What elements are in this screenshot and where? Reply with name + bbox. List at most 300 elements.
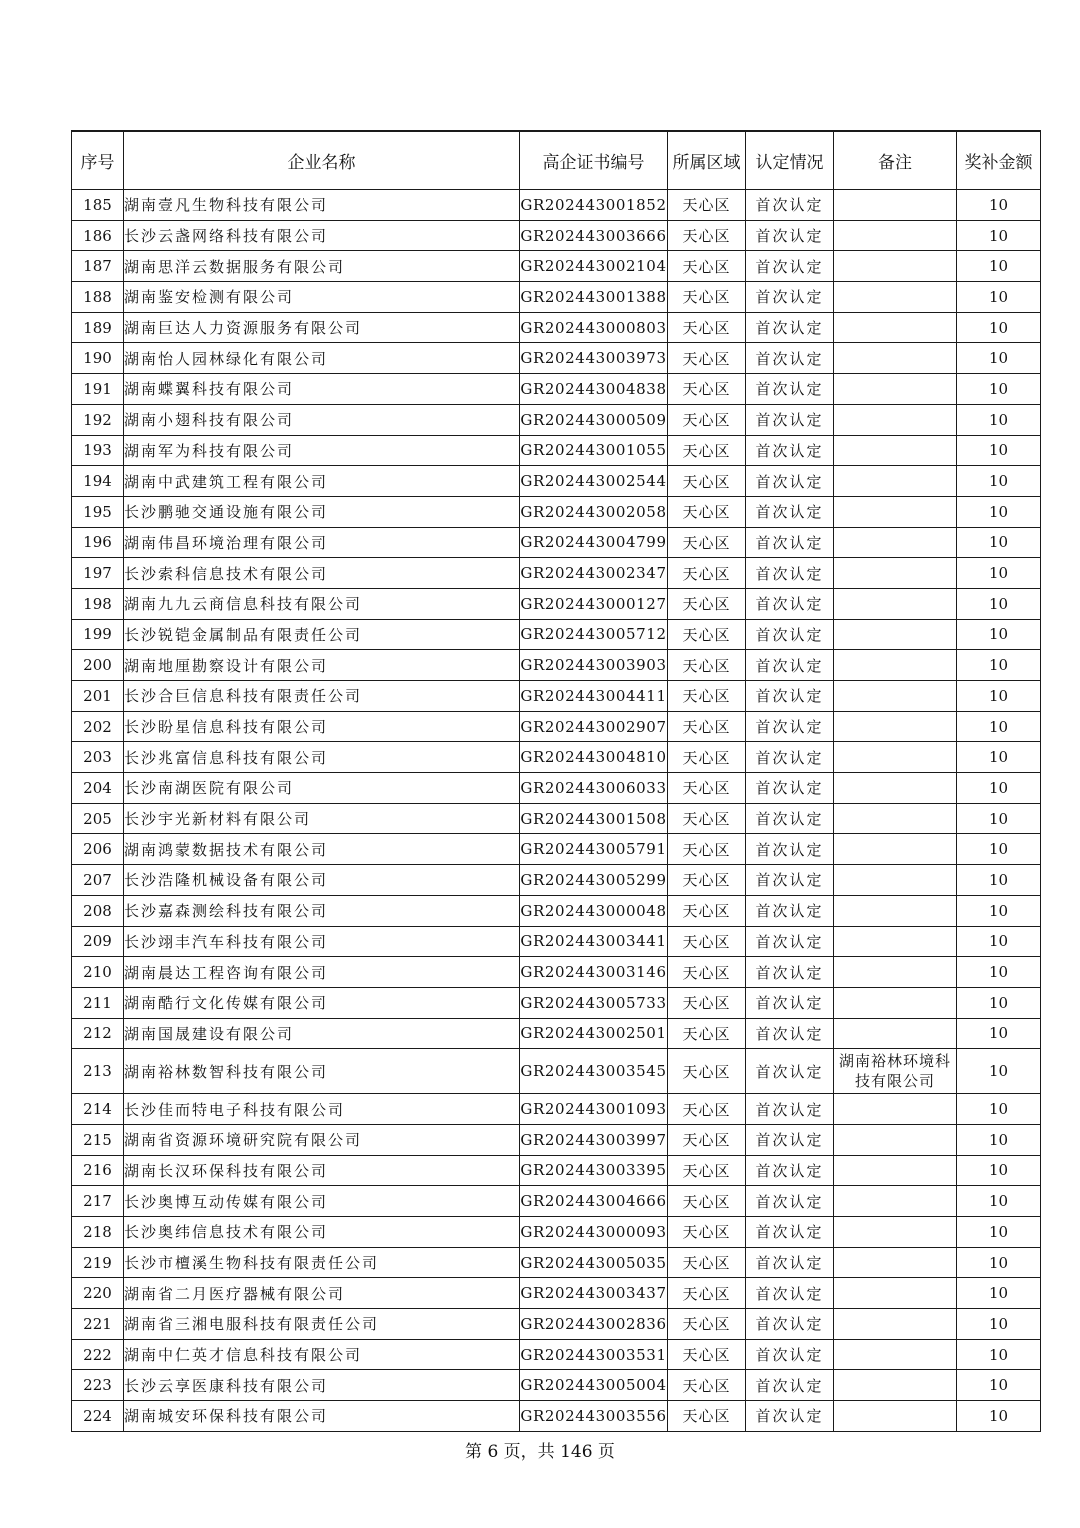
- region-cell: 天心区: [668, 742, 746, 773]
- remark-cell: [834, 1339, 957, 1370]
- award-amount-cell: 10: [957, 1309, 1041, 1340]
- region-cell: 天心区: [668, 282, 746, 313]
- certification-status-cell: 首次认定: [746, 681, 834, 712]
- certification-status-cell: 首次认定: [746, 895, 834, 926]
- award-amount-cell: 10: [957, 466, 1041, 497]
- region-cell: 天心区: [668, 527, 746, 558]
- company-name-cell: 长沙兆富信息科技有限公司: [124, 742, 520, 773]
- company-name-cell: 长沙佳而特电子科技有限公司: [124, 1094, 520, 1125]
- region-cell: 天心区: [668, 466, 746, 497]
- certificate-number-cell: GR202443003666: [520, 220, 668, 251]
- certificate-number-cell: GR202443004411: [520, 681, 668, 712]
- table-row: [72, 404, 1041, 435]
- serial-cell: 209: [72, 926, 124, 957]
- serial-cell: 218: [72, 1217, 124, 1248]
- table-row: [72, 742, 1041, 773]
- company-name-cell: 湖南长汉环保科技有限公司: [124, 1155, 520, 1186]
- company-name-cell: 湖南城安环保科技有限公司: [124, 1401, 520, 1432]
- certification-status-cell: 首次认定: [746, 190, 834, 221]
- table-row: [72, 773, 1041, 804]
- table-row: [72, 527, 1041, 558]
- certificate-number-cell: GR202443001093: [520, 1094, 668, 1125]
- award-amount-cell: 10: [957, 1370, 1041, 1401]
- serial-cell: 186: [72, 220, 124, 251]
- table-row: [72, 1309, 1041, 1340]
- certification-status-cell: 首次认定: [746, 1018, 834, 1049]
- award-amount-cell: 10: [957, 251, 1041, 282]
- page-number: 第 6 页，共 146 页: [465, 1442, 615, 1462]
- certificate-number-cell: GR202443004810: [520, 742, 668, 773]
- certification-status-cell: 首次认定: [746, 926, 834, 957]
- header-region: 所属区域: [668, 131, 746, 190]
- certification-status-cell: 首次认定: [746, 1370, 834, 1401]
- region-cell: 天心区: [668, 987, 746, 1018]
- region-cell: 天心区: [668, 1155, 746, 1186]
- table-row: [72, 803, 1041, 834]
- region-cell: 天心区: [668, 435, 746, 466]
- serial-cell: 203: [72, 742, 124, 773]
- certificate-number-cell: GR202443004799: [520, 527, 668, 558]
- certification-status-cell: 首次认定: [746, 1186, 834, 1217]
- certification-status-cell: 首次认定: [746, 1401, 834, 1432]
- company-name-cell: 长沙宇光新材料有限公司: [124, 803, 520, 834]
- serial-cell: 210: [72, 957, 124, 988]
- award-amount-cell: 10: [957, 711, 1041, 742]
- certificate-number-cell: GR202443005004: [520, 1370, 668, 1401]
- region-cell: 天心区: [668, 1018, 746, 1049]
- remark-cell: [834, 957, 957, 988]
- remark-cell: [834, 1278, 957, 1309]
- certificate-number-cell: GR202443003437: [520, 1278, 668, 1309]
- serial-cell: 201: [72, 681, 124, 712]
- certification-status-cell: 首次认定: [746, 957, 834, 988]
- company-name-cell: 长沙市檀溪生物科技有限责任公司: [124, 1247, 520, 1278]
- certificate-number-cell: GR202443006033: [520, 773, 668, 804]
- table-row: [72, 1124, 1041, 1155]
- region-cell: 天心区: [668, 1278, 746, 1309]
- table-row: [72, 926, 1041, 957]
- serial-cell: 207: [72, 865, 124, 896]
- serial-cell: 215: [72, 1124, 124, 1155]
- company-name-cell: 长沙合巨信息科技有限责任公司: [124, 681, 520, 712]
- region-cell: 天心区: [668, 1186, 746, 1217]
- remark-cell: [834, 865, 957, 896]
- table-row: [72, 1247, 1041, 1278]
- certificate-number-cell: GR202443005035: [520, 1247, 668, 1278]
- company-name-cell: 湖南壹凡生物科技有限公司: [124, 190, 520, 221]
- table-row: [72, 1049, 1041, 1094]
- remark-cell: [834, 404, 957, 435]
- remark-cell: [834, 588, 957, 619]
- remark-cell: [834, 711, 957, 742]
- certification-status-cell: 首次认定: [746, 1247, 834, 1278]
- certificate-number-cell: GR202443005712: [520, 619, 668, 650]
- company-name-cell: 长沙鹏驰交通设施有限公司: [124, 496, 520, 527]
- serial-cell: 212: [72, 1018, 124, 1049]
- certification-status-cell: 首次认定: [746, 404, 834, 435]
- certification-status-cell: 首次认定: [746, 987, 834, 1018]
- certificate-number-cell: GR202443002836: [520, 1309, 668, 1340]
- remark-cell: [834, 1094, 957, 1125]
- company-name-cell: 湖南鉴安检测有限公司: [124, 282, 520, 313]
- serial-cell: 197: [72, 558, 124, 589]
- region-cell: 天心区: [668, 803, 746, 834]
- award-amount-cell: 10: [957, 1217, 1041, 1248]
- certification-status-cell: 首次认定: [746, 619, 834, 650]
- header-award-amount: 奖补金额: [957, 131, 1041, 190]
- remark-cell: [834, 1217, 957, 1248]
- certification-status-cell: 首次认定: [746, 496, 834, 527]
- table-row: [72, 711, 1041, 742]
- remark-cell: [834, 312, 957, 343]
- certification-status-cell: 首次认定: [746, 711, 834, 742]
- award-amount-cell: 10: [957, 588, 1041, 619]
- table-row: [72, 435, 1041, 466]
- company-name-cell: 长沙翊丰汽车科技有限公司: [124, 926, 520, 957]
- remark-cell: [834, 251, 957, 282]
- company-name-cell: 长沙云享医康科技有限公司: [124, 1370, 520, 1401]
- company-name-cell: 湖南裕林数智科技有限公司: [124, 1049, 520, 1094]
- serial-cell: 200: [72, 650, 124, 681]
- certificate-number-cell: GR202443000093: [520, 1217, 668, 1248]
- certification-status-cell: 首次认定: [746, 343, 834, 374]
- remark-cell: [834, 527, 957, 558]
- serial-cell: 217: [72, 1186, 124, 1217]
- company-name-cell: 长沙浩隆机械设备有限公司: [124, 865, 520, 896]
- region-cell: 天心区: [668, 558, 746, 589]
- award-amount-cell: 10: [957, 1094, 1041, 1125]
- region-cell: 天心区: [668, 1401, 746, 1432]
- table-row: [72, 1217, 1041, 1248]
- header-serial-number: 序号: [72, 131, 124, 190]
- award-amount-cell: 10: [957, 1018, 1041, 1049]
- certificate-number-cell: GR202443003395: [520, 1155, 668, 1186]
- certificate-number-cell: GR202443005299: [520, 865, 668, 896]
- award-amount-cell: 10: [957, 987, 1041, 1018]
- certificate-number-cell: GR202443003903: [520, 650, 668, 681]
- remark-cell: [834, 466, 957, 497]
- certificate-number-cell: GR202443000803: [520, 312, 668, 343]
- header-certification-status: 认定情况: [746, 131, 834, 190]
- remark-cell: [834, 190, 957, 221]
- region-cell: 天心区: [668, 650, 746, 681]
- table-row: [72, 588, 1041, 619]
- certificate-number-cell: GR202443005733: [520, 987, 668, 1018]
- certificate-number-cell: GR202443002907: [520, 711, 668, 742]
- table-row: [72, 220, 1041, 251]
- certificate-number-cell: GR202443000048: [520, 895, 668, 926]
- remark-cell: [834, 742, 957, 773]
- serial-cell: 216: [72, 1155, 124, 1186]
- certification-status-cell: 首次认定: [746, 1309, 834, 1340]
- remark-cell: [834, 895, 957, 926]
- region-cell: 天心区: [668, 834, 746, 865]
- certification-status-cell: 首次认定: [746, 527, 834, 558]
- certificate-number-cell: GR202443003545: [520, 1049, 668, 1094]
- serial-cell: 202: [72, 711, 124, 742]
- region-cell: 天心区: [668, 773, 746, 804]
- header-remark: 备注: [834, 131, 957, 190]
- certificate-number-cell: GR202443003531: [520, 1339, 668, 1370]
- header-certificate-number: 高企证书编号: [520, 131, 668, 190]
- award-amount-cell: 10: [957, 1124, 1041, 1155]
- company-name-cell: 湖南巨达人力资源服务有限公司: [124, 312, 520, 343]
- table-row: [72, 1339, 1041, 1370]
- award-amount-cell: 10: [957, 834, 1041, 865]
- table-row: [72, 466, 1041, 497]
- remark-cell: [834, 558, 957, 589]
- table-row: [72, 1401, 1041, 1432]
- award-amount-cell: 10: [957, 374, 1041, 405]
- certificate-number-cell: GR202443002544: [520, 466, 668, 497]
- certificate-number-cell: GR202443004666: [520, 1186, 668, 1217]
- remark-cell: [834, 220, 957, 251]
- company-name-cell: 湖南省资源环境研究院有限公司: [124, 1124, 520, 1155]
- table-row: [72, 865, 1041, 896]
- award-amount-cell: 10: [957, 558, 1041, 589]
- company-name-cell: 长沙嘉森测绘科技有限公司: [124, 895, 520, 926]
- certificate-number-cell: GR202443002058: [520, 496, 668, 527]
- region-cell: 天心区: [668, 1309, 746, 1340]
- table-row: [72, 343, 1041, 374]
- remark-cell: [834, 435, 957, 466]
- certification-status-cell: 首次认定: [746, 803, 834, 834]
- remark-cell: [834, 1247, 957, 1278]
- region-cell: 天心区: [668, 496, 746, 527]
- remark-cell: [834, 926, 957, 957]
- serial-cell: 188: [72, 282, 124, 313]
- region-cell: 天心区: [668, 404, 746, 435]
- region-cell: 天心区: [668, 1124, 746, 1155]
- company-name-cell: 长沙奥博互动传媒有限公司: [124, 1186, 520, 1217]
- table-row: [72, 987, 1041, 1018]
- certification-status-cell: 首次认定: [746, 588, 834, 619]
- award-amount-cell: 10: [957, 312, 1041, 343]
- serial-cell: 222: [72, 1339, 124, 1370]
- company-name-cell: 湖南军为科技有限公司: [124, 435, 520, 466]
- enterprise-table: [71, 130, 1041, 1432]
- table-row: [72, 558, 1041, 589]
- remark-cell: [834, 681, 957, 712]
- table-row: [72, 895, 1041, 926]
- company-name-cell: 长沙奥纬信息技术有限公司: [124, 1217, 520, 1248]
- award-amount-cell: 10: [957, 1247, 1041, 1278]
- region-cell: 天心区: [668, 1339, 746, 1370]
- remark-cell: [834, 1309, 957, 1340]
- table-row: [72, 650, 1041, 681]
- award-amount-cell: 10: [957, 1155, 1041, 1186]
- certificate-number-cell: GR202443001055: [520, 435, 668, 466]
- serial-cell: 211: [72, 987, 124, 1018]
- award-amount-cell: 10: [957, 1401, 1041, 1432]
- header-company-name: 企业名称: [124, 131, 520, 190]
- certification-status-cell: 首次认定: [746, 282, 834, 313]
- certification-status-cell: 首次认定: [746, 773, 834, 804]
- certificate-number-cell: GR202443003973: [520, 343, 668, 374]
- region-cell: 天心区: [668, 711, 746, 742]
- company-name-cell: 湖南中武建筑工程有限公司: [124, 466, 520, 497]
- award-amount-cell: 10: [957, 895, 1041, 926]
- certification-status-cell: 首次认定: [746, 742, 834, 773]
- table-row: [72, 496, 1041, 527]
- certification-status-cell: 首次认定: [746, 1049, 834, 1094]
- award-amount-cell: 10: [957, 865, 1041, 896]
- serial-cell: 204: [72, 773, 124, 804]
- certification-status-cell: 首次认定: [746, 251, 834, 282]
- company-name-cell: 湖南省二月医疗器械有限公司: [124, 1278, 520, 1309]
- serial-cell: 196: [72, 527, 124, 558]
- serial-cell: 223: [72, 1370, 124, 1401]
- award-amount-cell: 10: [957, 957, 1041, 988]
- remark-cell: [834, 343, 957, 374]
- serial-cell: 224: [72, 1401, 124, 1432]
- serial-cell: 199: [72, 619, 124, 650]
- award-amount-cell: 10: [957, 1049, 1041, 1094]
- remark-cell: [834, 496, 957, 527]
- serial-cell: 219: [72, 1247, 124, 1278]
- award-amount-cell: 10: [957, 220, 1041, 251]
- serial-cell: 206: [72, 834, 124, 865]
- serial-cell: 190: [72, 343, 124, 374]
- certification-status-cell: 首次认定: [746, 1339, 834, 1370]
- table-row: [72, 619, 1041, 650]
- region-cell: 天心区: [668, 220, 746, 251]
- region-cell: 天心区: [668, 1247, 746, 1278]
- award-amount-cell: 10: [957, 282, 1041, 313]
- award-amount-cell: 10: [957, 742, 1041, 773]
- serial-cell: 208: [72, 895, 124, 926]
- table-row: [72, 1186, 1041, 1217]
- certification-status-cell: 首次认定: [746, 220, 834, 251]
- award-amount-cell: 10: [957, 435, 1041, 466]
- serial-cell: 205: [72, 803, 124, 834]
- region-cell: 天心区: [668, 619, 746, 650]
- certification-status-cell: 首次认定: [746, 374, 834, 405]
- certification-status-cell: 首次认定: [746, 834, 834, 865]
- remark-cell: [834, 1186, 957, 1217]
- company-name-cell: 湖南中仁英才信息科技有限公司: [124, 1339, 520, 1370]
- remark-cell: [834, 773, 957, 804]
- certificate-number-cell: GR202443003997: [520, 1124, 668, 1155]
- table-row: [72, 957, 1041, 988]
- region-cell: 天心区: [668, 374, 746, 405]
- remark-cell: [834, 1124, 957, 1155]
- award-amount-cell: 10: [957, 404, 1041, 435]
- table-row: [72, 834, 1041, 865]
- serial-cell: 213: [72, 1049, 124, 1094]
- remark-cell: [834, 803, 957, 834]
- company-name-cell: 长沙索科信息技术有限公司: [124, 558, 520, 589]
- certificate-number-cell: GR202443000509: [520, 404, 668, 435]
- remark-cell: [834, 374, 957, 405]
- company-name-cell: 湖南九九云商信息科技有限公司: [124, 588, 520, 619]
- certificate-number-cell: GR202443002347: [520, 558, 668, 589]
- serial-cell: 185: [72, 190, 124, 221]
- serial-cell: 192: [72, 404, 124, 435]
- region-cell: 天心区: [668, 926, 746, 957]
- serial-cell: 198: [72, 588, 124, 619]
- remark-cell: [834, 1401, 957, 1432]
- award-amount-cell: 10: [957, 619, 1041, 650]
- certification-status-cell: 首次认定: [746, 1278, 834, 1309]
- certificate-number-cell: GR202443001388: [520, 282, 668, 313]
- region-cell: 天心区: [668, 588, 746, 619]
- serial-cell: 189: [72, 312, 124, 343]
- company-name-cell: 湖南鸿蒙数据技术有限公司: [124, 834, 520, 865]
- certificate-number-cell: GR202443005791: [520, 834, 668, 865]
- company-name-cell: 湖南怡人园林绿化有限公司: [124, 343, 520, 374]
- company-name-cell: 湖南思洋云数据服务有限公司: [124, 251, 520, 282]
- award-amount-cell: 10: [957, 926, 1041, 957]
- company-name-cell: 长沙南湖医院有限公司: [124, 773, 520, 804]
- table-row: [72, 1018, 1041, 1049]
- serial-cell: 214: [72, 1094, 124, 1125]
- serial-cell: 191: [72, 374, 124, 405]
- certificate-number-cell: GR202443001508: [520, 803, 668, 834]
- table-row: [72, 282, 1041, 313]
- award-amount-cell: 10: [957, 681, 1041, 712]
- region-cell: 天心区: [668, 1094, 746, 1125]
- company-name-cell: 湖南酷行文化传媒有限公司: [124, 987, 520, 1018]
- award-amount-cell: 10: [957, 1186, 1041, 1217]
- serial-cell: 193: [72, 435, 124, 466]
- certification-status-cell: 首次认定: [746, 1217, 834, 1248]
- remark-cell: [834, 1155, 957, 1186]
- region-cell: 天心区: [668, 895, 746, 926]
- certificate-number-cell: GR202443003441: [520, 926, 668, 957]
- table-row: [72, 374, 1041, 405]
- certification-status-cell: 首次认定: [746, 865, 834, 896]
- award-amount-cell: 10: [957, 1278, 1041, 1309]
- certificate-number-cell: GR202443000127: [520, 588, 668, 619]
- award-amount-cell: 10: [957, 190, 1041, 221]
- certification-status-cell: 首次认定: [746, 1094, 834, 1125]
- region-cell: 天心区: [668, 251, 746, 282]
- certification-status-cell: 首次认定: [746, 1155, 834, 1186]
- company-name-cell: 湖南蝶翼科技有限公司: [124, 374, 520, 405]
- certification-status-cell: 首次认定: [746, 435, 834, 466]
- region-cell: 天心区: [668, 190, 746, 221]
- remark-cell: [834, 834, 957, 865]
- certification-status-cell: 首次认定: [746, 466, 834, 497]
- award-amount-cell: 10: [957, 1339, 1041, 1370]
- company-name-cell: 湖南国晟建设有限公司: [124, 1018, 520, 1049]
- certificate-number-cell: GR202443003556: [520, 1401, 668, 1432]
- serial-cell: 221: [72, 1309, 124, 1340]
- company-name-cell: 湖南晨达工程咨询有限公司: [124, 957, 520, 988]
- remark-cell: [834, 1018, 957, 1049]
- table-row: [72, 1094, 1041, 1125]
- certificate-number-cell: GR202443004838: [520, 374, 668, 405]
- certification-status-cell: 首次认定: [746, 558, 834, 589]
- company-name-cell: 长沙盼星信息科技有限公司: [124, 711, 520, 742]
- remark-cell: [834, 650, 957, 681]
- table-row: [72, 1278, 1041, 1309]
- award-amount-cell: 10: [957, 343, 1041, 374]
- remark-cell: [834, 1370, 957, 1401]
- region-cell: 天心区: [668, 681, 746, 712]
- certificate-number-cell: GR202443003146: [520, 957, 668, 988]
- remark-cell: [834, 619, 957, 650]
- table-row: [72, 251, 1041, 282]
- serial-cell: 195: [72, 496, 124, 527]
- table-row: [72, 1155, 1041, 1186]
- company-name-cell: 长沙云盏网络科技有限公司: [124, 220, 520, 251]
- serial-cell: 194: [72, 466, 124, 497]
- serial-cell: 220: [72, 1278, 124, 1309]
- certification-status-cell: 首次认定: [746, 650, 834, 681]
- table-row: [72, 1370, 1041, 1401]
